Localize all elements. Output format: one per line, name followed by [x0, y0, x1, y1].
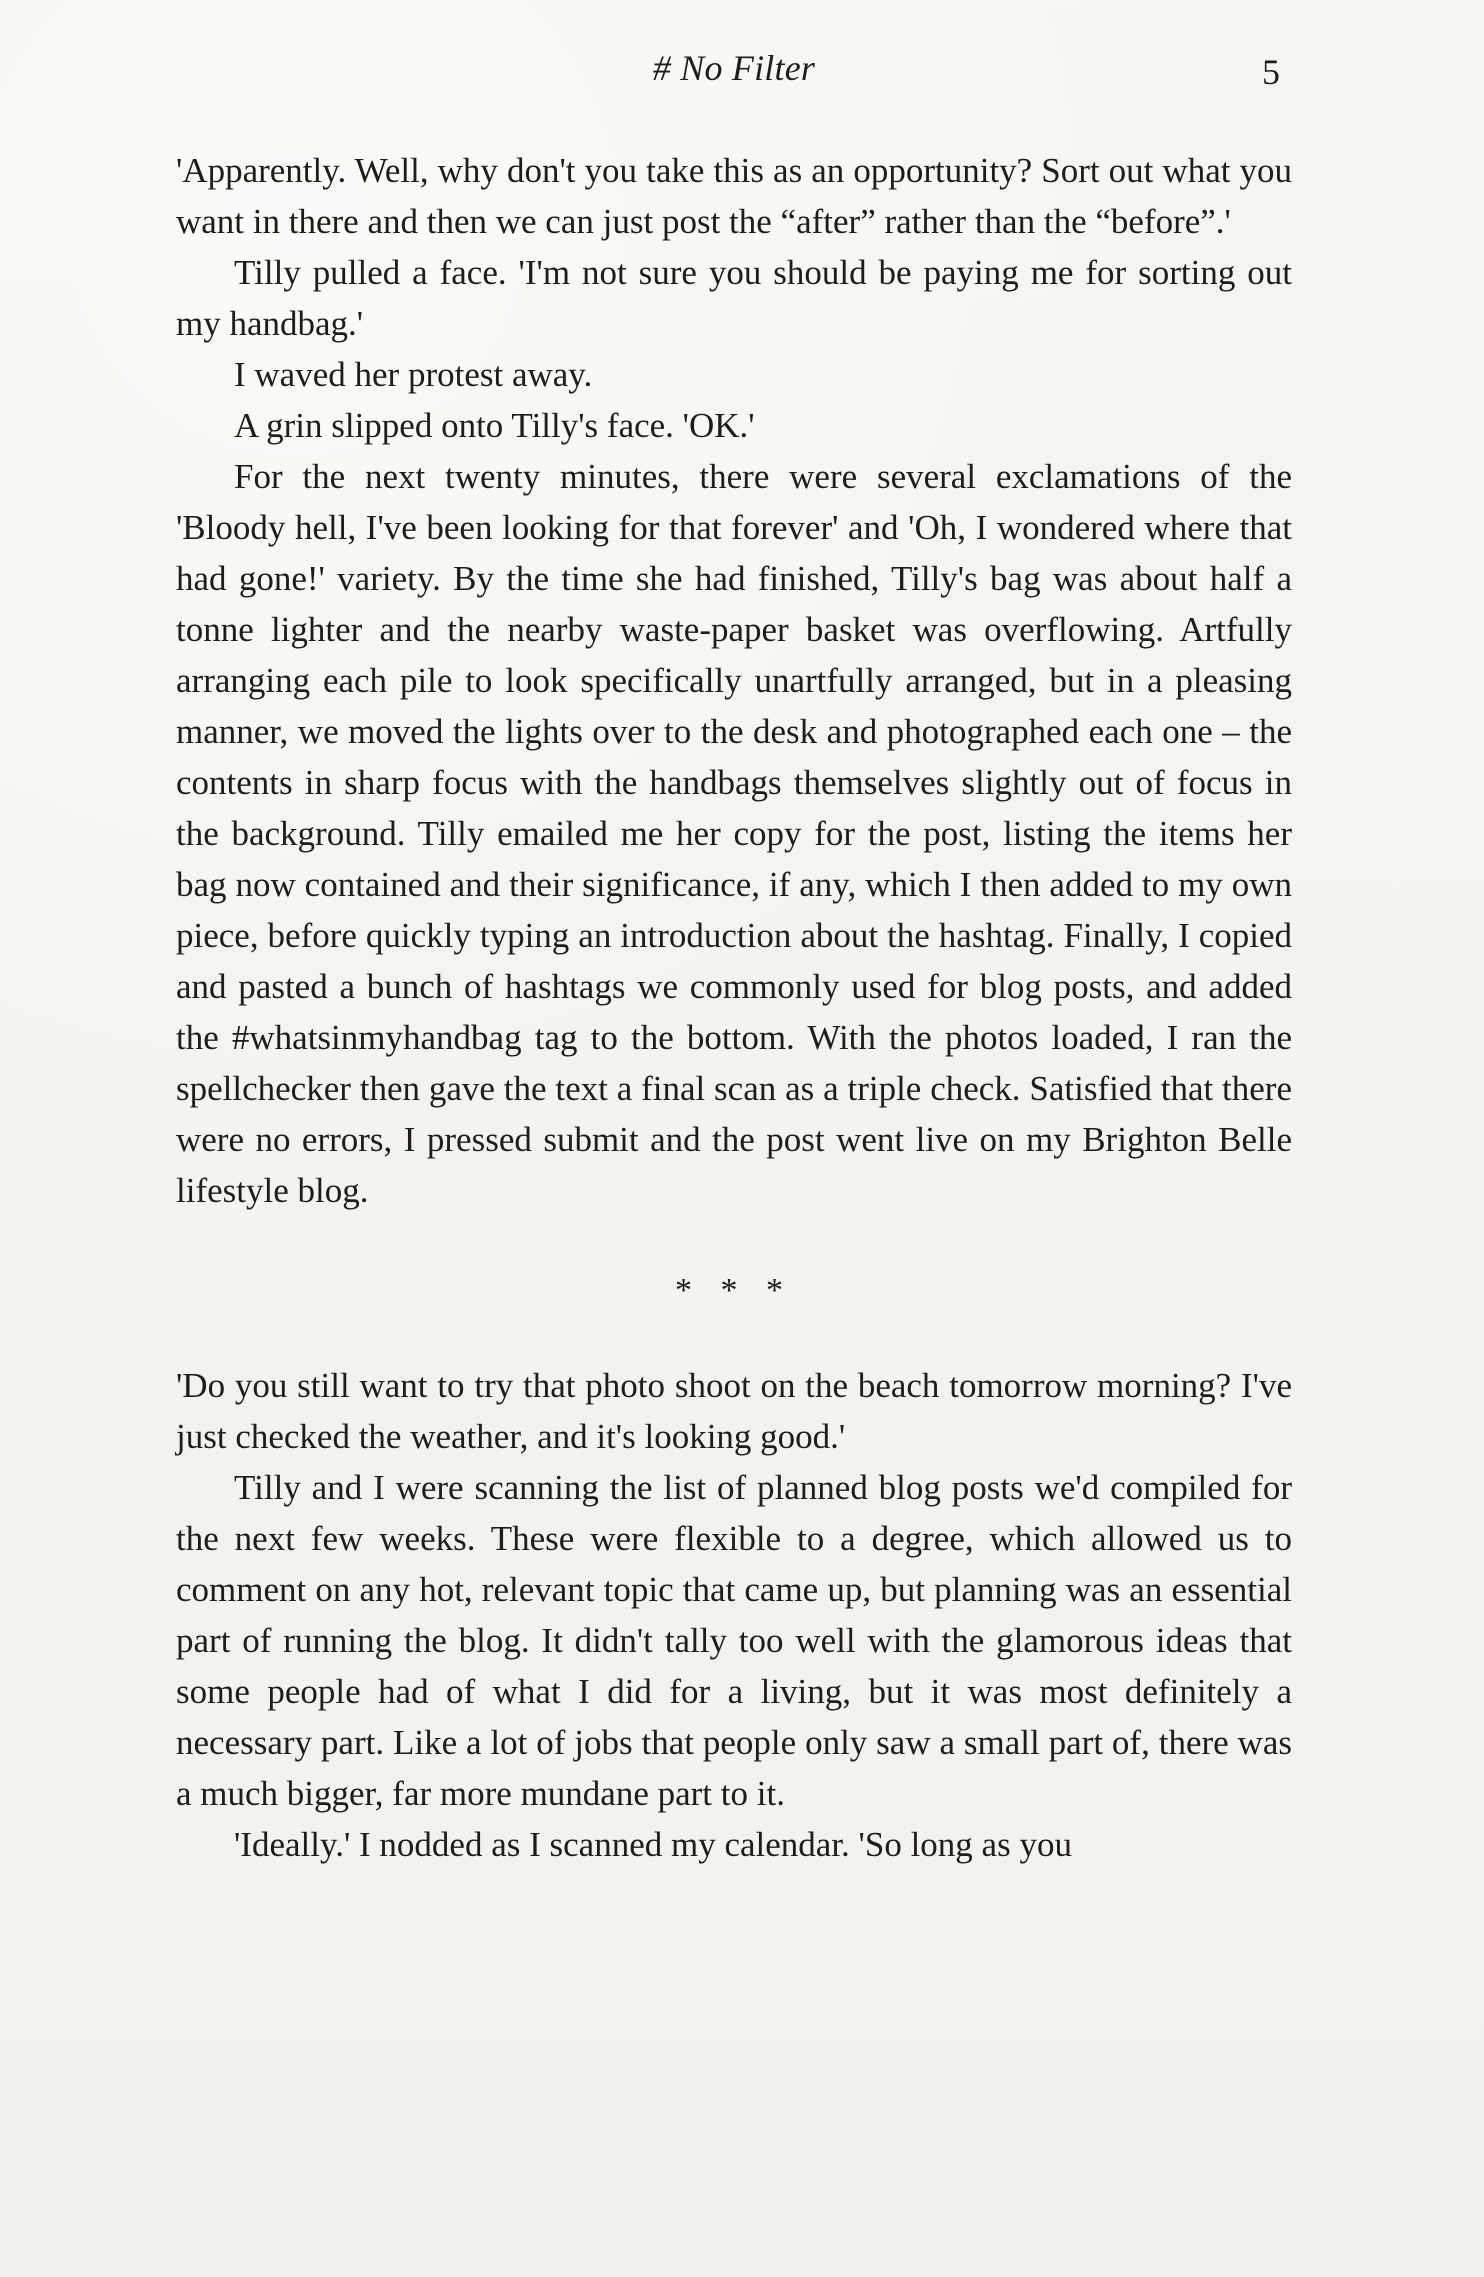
- paragraph: A grin slipped onto Tilly's face. 'OK.': [234, 406, 755, 445]
- body-text: [176, 145, 1292, 1870]
- paragraph: 'Ideally.' I nodded as I scanned my calendar. 'So long as you: [234, 1825, 1072, 1864]
- paragraph: I waved her protest away.: [234, 355, 593, 394]
- paragraph: Tilly and I were scanning the list of planned blog posts we'd compiled for the next few weeks. These were flexible to a degree, which allowed us to comment on any hot, relevant topic that came up, but planning was an essential part of running the blog. It didn't tally too well with the glamorous ideas that some people had of what I did for a living, but it was most definitely a necessary part. Like a lot of jobs that people only saw a small part of, there was a much bigger, far more mundane part to it.: [176, 1468, 1292, 1813]
- section-break: * * *: [675, 1272, 793, 1309]
- page-number: 5: [1262, 52, 1280, 92]
- paragraph: For the next twenty minutes, there were several exclamations of the 'Bloody hell, I've been looking for that forever' and 'Oh, I wondered where that had gone!' variety. By the time she had finished, Tilly's bag was about half a tonne lighter and the nearby waste-paper basket was overflowing. Artfully arranging each pile to look specifically unartfully arranged, but in a pleasing manner, we moved the lights over to the desk and photographed each one – the contents in sharp focus with the handbags themselves slightly out of focus in the background. Tilly emailed me her copy for the post, listing the items her bag now contained and their significance, if any, which I then added to my own piece, before quickly typing an introduction about the hashtag. Finally, I copied and pasted a bunch of hashtags we commonly used for blog posts, and added the #whatsinmyhandbag tag to the bottom. With the photos loaded, I ran the spellchecker then gave the text a final scan as a triple check. Satisfied that there were no errors, I pressed submit and the post went live on my Brighton Belle lifestyle blog.: [176, 457, 1292, 1210]
- paragraph: Tilly pulled a face. 'I'm not sure you should be paying me for sorting out my handbag.': [176, 253, 1292, 343]
- page-header: [176, 48, 1292, 98]
- paragraph: 'Apparently. Well, why don't you take this as an opportunity? Sort out what you want in there and then we can just post the “after” rather than the “before”.': [176, 151, 1292, 241]
- paragraph: 'Do you still want to try that photo shoot on the beach tomorrow morning? I've just checked the weather, and it's looking good.': [176, 1366, 1292, 1456]
- running-title: # No Filter: [652, 48, 816, 88]
